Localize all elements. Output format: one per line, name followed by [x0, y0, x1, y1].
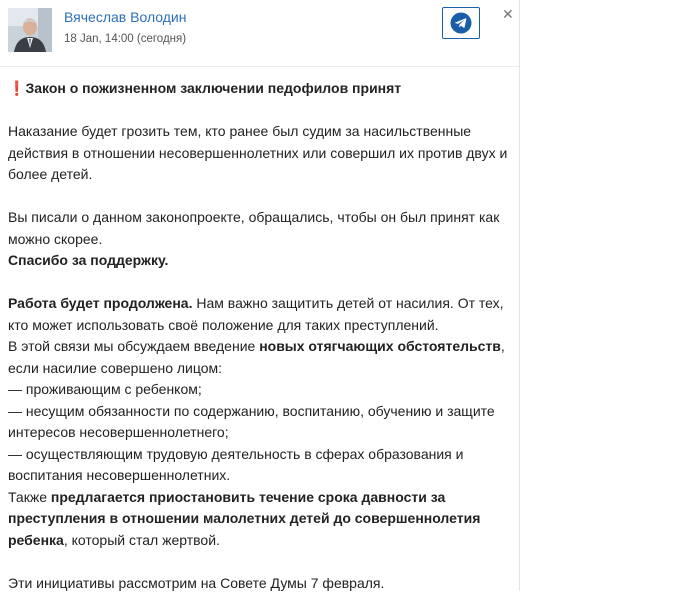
author-name[interactable]: Вячеслав Володин	[64, 9, 186, 25]
paragraph-final: Эти инициативы рассмотрим на Совете Думы 7 февраля.	[8, 573, 514, 594]
exclamation-icon: ❗	[8, 80, 25, 96]
list-item: — проживающим с ребенком;	[8, 379, 514, 401]
paragraph-appeals: Вы писали о данном законопроекте, обращались, чтобы он был принят как можно скорее.	[8, 207, 514, 250]
telegram-icon	[450, 12, 472, 34]
close-button[interactable]	[502, 6, 514, 22]
post-content	[8, 78, 514, 594]
post-timestamp: 18 Jan, 14:00 (сегодня)	[64, 33, 186, 45]
paragraph-work: Работа будет продолжена. Нам важно защитить детей от насилия. От тех, кто может использовать своё положение для таких преступлений.	[8, 293, 514, 336]
close-icon: ✕	[502, 6, 514, 22]
avatar[interactable]	[8, 8, 52, 52]
telegram-button[interactable]	[442, 7, 480, 39]
paragraph-punishment: Наказание будет грозить тем, кто ранее был судим за насильственные действия в отношении несовершеннолетних или совершил их против двух и более детей.	[8, 121, 514, 186]
post-title: ❗Закон о пожизненном заключении педофилов принят	[8, 78, 514, 100]
post-header	[0, 0, 519, 67]
list-item: — осуществляющим трудовую деятельность в сферах образования и воспитания несовершеннолетних.	[8, 444, 514, 487]
paragraph-also: Также предлагается приостановить течение срока давности за преступления в отношении малолетних детей до совершеннолетия ребенка, который стал жертвой.	[8, 487, 514, 552]
list-item: — несущим обязанности по содержанию, воспитанию, обучению и защите интересов несовершеннолетнего;	[8, 401, 514, 444]
paragraph-thanks: Спасибо за поддержку.	[8, 250, 514, 272]
paragraph-discuss: В этой связи мы обсуждаем введение новых отягчающих обстоятельств, если насилие совершено лицом:	[8, 336, 514, 379]
